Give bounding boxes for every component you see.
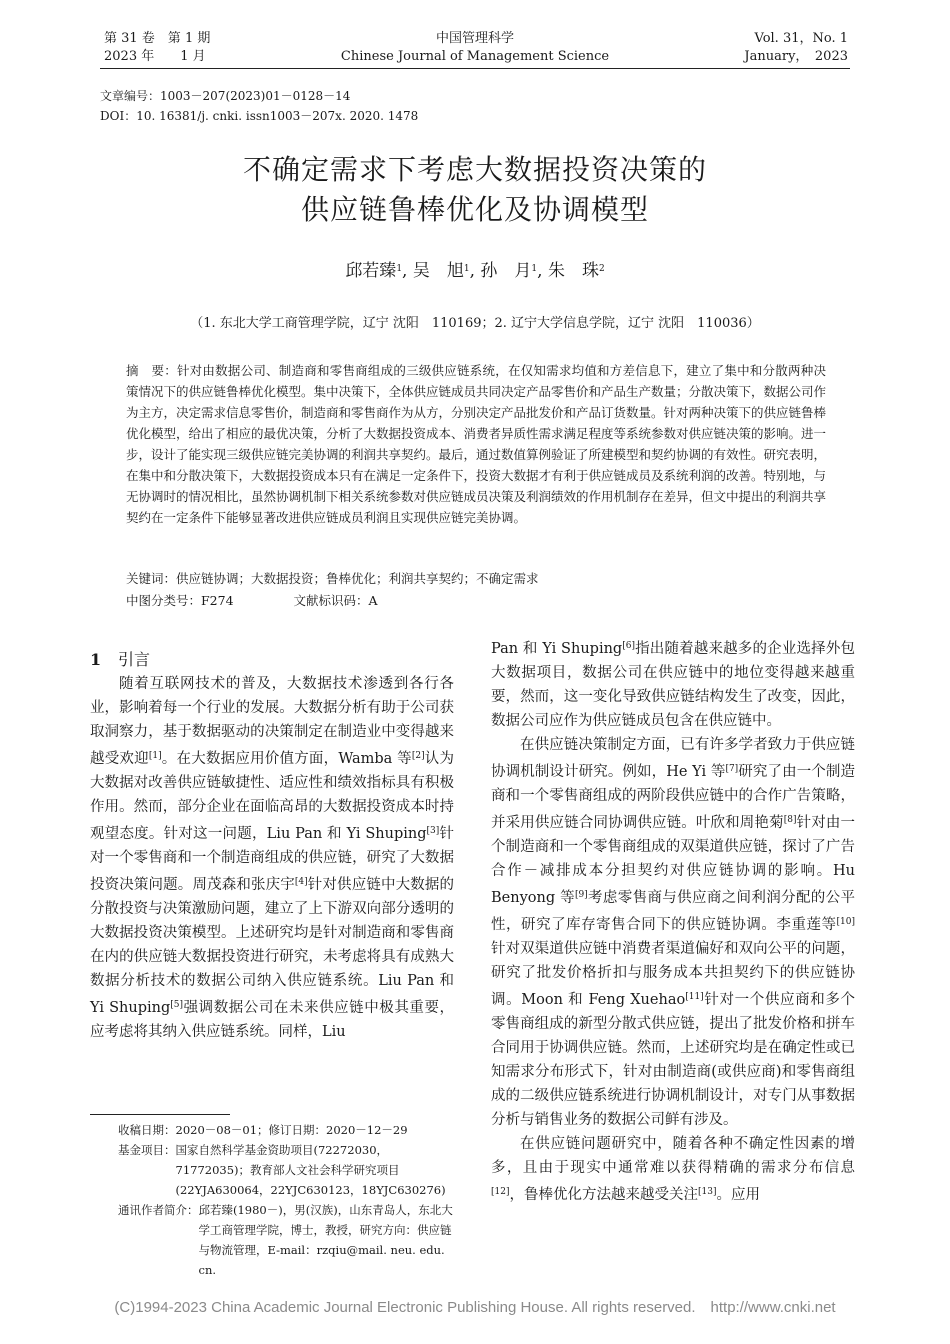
paragraph: 随着互联网技术的普及，大数据技术渗透到各行各业，影响着每一个行业的发展。大数据分析有助于公司获取洞察力，基于数据驱动的决策制定在制造业中变得越来越受欢迎[1]。在大数据应用价值方面，Wamba 等[2]认为大数据对改善供应链敏捷性、适应性和绩效指标具有积极作用。然而，部分企业在面临高昂的大数据投资成本时持观望态度。针对这一问题，Liu Pan 和 Yi Shuping[3]针对一个零售商和一个制造商组成的供应链，研究了大数据投资决策问题。周茂森和张庆宇[4]针对供应链中大数据的分散投资与决策激励问题，建立了上下游双向部分透明的大数据投资决策模型。上述研究均是针对制造商和零售商在内的供应链大数据投资进行研究，未考虑将具有成熟大数据分析技术的数据公司纳入供应链系统。Liu Pan 和 Yi Shuping[5]强调数据公司在未来供应链中极其重要，应考虑将其纳入供应链系统。同样，Liu	[90, 676, 455, 1040]
citation-ref: [4]	[294, 877, 308, 887]
author: 邱若臻$^1$	[345, 261, 403, 281]
header-rule	[100, 68, 850, 69]
funding: 基金项目： 国家自然科学基金资助项目(72272030，71772035)；教育部人文社会科学研究项目(22YJA630064，22YJC630123，18YJC630276)	[118, 1143, 446, 1197]
abstract-text: 针对由数据公司、制造商和零售商组成的三级供应链系统，在仅知需求均值和方差信息下，建立了集中和分散两种决策情况下的供应链鲁棒优化模型。集中决策下，全体供应链成员共同决定产品零售价和产品生产数量；分散决策下，数据公司作为主方，决定需求信息零售价，制造商和零售商作为从方，分别决定产品批发价和产品订货数量。针对两种决策下的供应链鲁棒优化模型，给出了相应的最优决策，分析了大数据投资成本、消费者异质性需求满足程度等系统参数对供应链决策的影响。进一步，设计了能实现三级供应链完美协调的利润共享契约。最后，通过数值算例验证了所建模型和契约协调的有效性。研究表明，在集中和分散决策下，大数据投资成本只有在满足一定条件下，投资大数据才有利于供应链成员及系统利润的改善。特别地，与无协调时的情况相比，虽然协调机制下相关系统参数对供应链成员决策及利润绩效的作用机制存在差异，但文中提出的利润共享契约在一定条件下能够显著改进供应链成员利润且实现供应链完美协调。	[126, 363, 827, 525]
paragraph: Pan 和 Yi Shuping[6]指出随着越来越多的企业选择外包大数据项目，数据公司在供应链中的地位变得越来越重要，然而，这一变化导致供应链结构发生了改变，因此，数据公司应作为供应链成员包含在供应链中。	[491, 641, 855, 729]
affiliations: （1. 东北大学工商管理学院，辽宁 沈阳 110169；2. 辽宁大学信息学院，辽宁 沈阳 110036）	[190, 316, 760, 331]
header-date-en: January， 2023	[744, 49, 848, 64]
citation-ref: [11]	[685, 992, 704, 1002]
citation-ref: [3]	[426, 826, 440, 836]
classification	[126, 590, 378, 611]
left-column	[90, 648, 454, 1044]
citation-ref: [1]	[148, 751, 162, 761]
citation-ref: [2]	[411, 751, 425, 761]
abstract-label: 摘 要：	[126, 363, 177, 378]
author-list: 邱若臻$^1$, 吴 旭$^1$, 孙 月$^1$, 朱 珠$^2$	[345, 261, 605, 281]
footnote	[118, 1120, 458, 1280]
doi: DOI：10. 16381/j. cnki. issn1003－207x. 2020. 1478	[100, 109, 419, 123]
citation-ref: [9]	[574, 890, 588, 900]
header-date: 2023 年 1 月	[104, 49, 206, 64]
article-number: 文章编号：1003－207(2023)01－0128－14	[100, 89, 351, 103]
citation-ref: [8]	[783, 815, 797, 825]
document-code: 文献标识码：A	[293, 593, 378, 608]
received-date: 收稿日期：2020－08－01；修订日期：2020－12－29	[118, 1123, 408, 1137]
header-volume-en	[744, 30, 848, 66]
keywords: 关键词：供应链协调；大数据投资；鲁棒优化；利润共享契约；不确定需求	[126, 571, 539, 586]
corresponding-author: 通讯作者简介： 邱若臻(1980－)，男(汉族)，山东青岛人，东北大学工商管理学院，博士，教授，研究方向：供应链与物流管理，E-mail：rzqiu@mail. neu. edu. cn.	[118, 1203, 453, 1277]
clc-number: 中图分类号：F274	[126, 593, 234, 608]
abstract	[126, 360, 826, 528]
title-line-1: 不确定需求下考虑大数据投资决策的	[242, 153, 707, 186]
citation-ref: [13]	[697, 1187, 717, 1197]
title-line-2: 供应链鲁棒优化及协调模型	[300, 193, 649, 226]
section-heading: 1 引言	[90, 650, 151, 669]
article-meta	[100, 86, 418, 126]
citation-ref: [12]	[491, 1187, 510, 1197]
footnote-rule	[90, 1114, 230, 1115]
paragraph: 在供应链决策制定方面，已有许多学者致力于供应链协调机制设计研究。例如，He Yi 等[7]研究了由一个制造商和一个零售商组成的两阶段供应链中的合作广告策略，并采用供应链合同协调供应链。叶欣和周艳菊[8]针对由一个制造商和一个零售商组成的双渠道供应链，探讨了广告合作－减排成本分担契约对供应链协调的影响。Hu Benyong 等[9]考虑零售商与供应商之间利润分配的公平性，研究了库存寄售合同下的供应链协调。李重莲等[10]针对双渠道供应链中消费者渠道偏好和双向公平的问题，研究了批发价格折扣与服务成本共担契约下的供应链协调。Moon 和 Feng Xuehao[11]针对一个供应商和多个零售商组成的新型分散式供应链，提出了批发价格和拼车合同用于协调供应链。然而，上述研究均是在确定性或已知需求分布形式下，针对由制造商(或供应商)和零售商组成的二级供应链系统进行协调机制设计，对专门从事数据分析与销售业务的数据公司鲜有涉及。	[491, 737, 856, 1128]
header-volume: 第 31 卷 第 1 期	[104, 31, 211, 46]
paper-title	[0, 150, 950, 230]
author: 吴 旭$^1$	[412, 261, 470, 281]
header-vol-en: Vol. 31，No. 1	[754, 31, 848, 46]
author: 朱 珠$^2$	[547, 261, 605, 281]
citation-ref: [5]	[170, 1000, 184, 1010]
citation-ref: [10]	[836, 917, 855, 927]
running-header	[0, 30, 950, 68]
copyright-watermark: (C)1994-2023 China Academic Journal Electronic Publishing House. All rights reserved. http://www.cnki.net	[114, 1299, 836, 1316]
citation-ref: [7]	[725, 764, 739, 774]
paragraph: 在供应链问题研究中，随着各种不确定性因素的增多，且由于现实中通常难以获得精确的需求分布信息[12]，鲁棒优化方法越来越受关注[13]。应用	[491, 1136, 855, 1203]
right-column	[491, 634, 855, 1207]
author: 孙 月$^1$	[480, 261, 538, 281]
citation-ref: [6]	[622, 641, 635, 651]
header-journal-cn: 中国管理科学	[435, 31, 514, 46]
header-journal-en: Chinese Journal of Management Science	[340, 49, 610, 64]
